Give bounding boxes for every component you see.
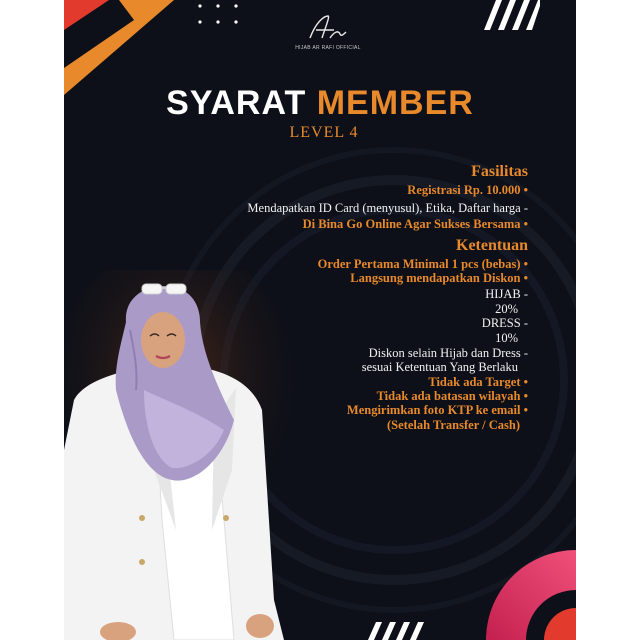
arrafi-script-logo [300,12,352,42]
ketentuan-line: Tidak ada batasan wilayah • [376,389,528,403]
level-subtitle: LEVEL 4 [289,124,359,141]
fasilitas-heading: Fasilitas [471,163,528,180]
ketentuan-line: Mengirimkan foto KTP ke email • [346,403,528,417]
member-poster [64,0,576,640]
ketentuan-line: 20% [495,302,518,316]
ketentuan-line: Order Pertama Minimal 1 pcs (bebas) • [317,257,528,271]
ketentuan-line: DRESS - [481,316,528,330]
fasilitas-item: Di Bina Go Online Agar Sukses Bersama • [302,217,528,231]
ketentuan-line: Diskon selain Hijab dan Dress - [368,346,528,360]
title-word-member: MEMBER [316,84,474,122]
pink-gradient-arc [466,530,576,640]
ketentuan-line: Langsung mendapatkan Diskon • [350,271,528,285]
ketentuan-line: HIJAB - [485,287,528,301]
ketentuan-line: Tidak ada Target • [428,375,528,389]
fasilitas-item: Mendapatkan ID Card (menyusul), Etika, Daftar harga - [247,201,528,215]
ketentuan-line: 10% [495,331,518,345]
ketentuan-line: (Setelah Transfer / Cash) [387,418,520,432]
fasilitas-item: Registrasi Rp. 10.000 • [407,183,528,197]
ketentuan-line: sesuai Ketentuan Yang Berlaku [361,360,518,374]
page-title [134,84,506,123]
brand-tagline: HIJAB AR RAFI OFFICIAL [295,45,361,51]
dot-grid-icon [194,2,244,32]
diagonal-stripes-icon [480,0,540,32]
model-photo [64,270,304,640]
diagonal-stripes-icon [364,622,424,640]
brand-logo [300,12,352,46]
title-word-syarat: SYARAT [166,84,307,122]
ketentuan-heading: Ketentuan [456,237,528,254]
